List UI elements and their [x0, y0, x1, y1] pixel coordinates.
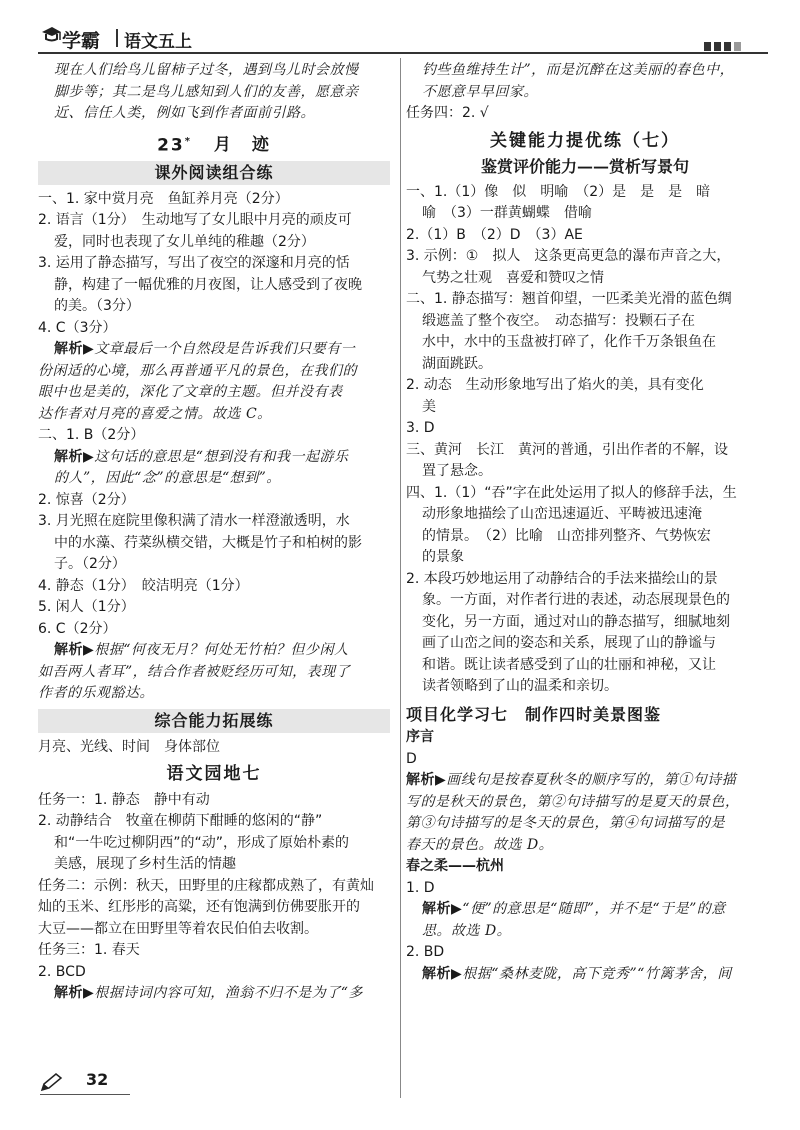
answer-line: 任务一：1. 静态 静中有动	[38, 791, 210, 808]
text-line: 现在人们给鸟儿留柿子过冬，遇到鸟儿时会放慢	[54, 62, 359, 78]
answer-line: 爱，同时也表现了女儿单纯的稚趣（2分）	[54, 233, 315, 250]
answer-line: 2. BD	[406, 944, 445, 960]
answer-line: 2. 本段巧妙地运用了动静结合的手法来描绘山的景	[406, 570, 718, 587]
analysis-tag: 解析▶	[54, 448, 95, 465]
answer-line: 2. BCD	[38, 963, 86, 980]
page-header	[0, 0, 800, 50]
analysis-line: 第③句诗描写的是冬天的景色，第④句词描写的是	[406, 815, 725, 831]
lesson-mark: *	[184, 135, 192, 147]
analysis-tag: 解析▶	[406, 772, 447, 788]
answer-line: 美感，展现了乡村生活的情趣	[54, 856, 236, 873]
answer-line: 置了悬念。	[422, 463, 492, 479]
analysis-text: 根据“桑林麦陇，高下竞秀”“竹篱茅舍，间	[462, 965, 732, 982]
analysis-line: 作者的乐观豁达。	[38, 685, 154, 702]
answer-line: 3. D	[406, 420, 435, 436]
analysis-line	[406, 899, 764, 921]
answer-line: 四、1.（1）“吞”字在此处运用了拟人的修辞手法，生	[406, 484, 737, 501]
lesson-number: 23	[157, 135, 185, 156]
answer-line: 任务二：示例：秋天，田野里的庄稼都成熟了，有黄灿	[38, 877, 374, 894]
answer-line: 读者领略到了山的温柔和亲切。	[422, 678, 618, 694]
answer-line: 画了山峦之间的姿态和关系，展现了山的静谧与	[422, 635, 716, 651]
answer-line: 任务四：2. √	[406, 105, 489, 121]
answer-line: 2. 动态 生动形象地写出了焰火的美，具有变化	[406, 377, 704, 393]
answer-line: 缎遮盖了整个夜空。 动态描写：投颗石子在	[422, 312, 695, 329]
answer-line: 大豆——都立在田野里等着农民伯伯去收割。	[38, 920, 318, 937]
text-line: 近、信任人类，例如飞到作者面前引路。	[54, 105, 315, 121]
analysis-tag: 解析▶	[54, 642, 95, 659]
answer-line: 和“一牛吃过柳阴西”的“动”，形成了原始朴素的	[54, 834, 350, 851]
section-subtitle: 鉴赏评价能力——赏析写景句	[480, 157, 689, 176]
answer-line: 2.（1）B （2）D （3）AE	[406, 226, 583, 243]
text-line: 钓些鱼维持生计”，而是沉醉在这美丽的春色中，	[422, 62, 735, 78]
analysis-line: 眼中也是美的，深化了文章的主题。但并没有表	[38, 384, 343, 401]
answer-line: 5. 闲人（1分）	[38, 599, 135, 616]
text-line: 脚步等；其二是鸟儿感知到人们的友善，愿意亲	[54, 83, 359, 100]
lesson-name: 月 迹	[213, 135, 271, 156]
answer-line: 4. C（3分）	[38, 319, 117, 336]
lesson-title	[38, 131, 390, 157]
analysis-tag: 解析▶	[54, 341, 95, 358]
answer-line: 2. 语言（1分） 生动地写了女儿眼中月亮的顽皮可	[38, 212, 352, 229]
analysis-line: 写的是秋天的景色，第②句诗描写的是夏天的景色，	[406, 793, 740, 810]
answer-line: 的美。（3分）	[54, 298, 140, 315]
answer-line: 静，构建了一幅优雅的月夜图，让人感受到了夜晚	[54, 276, 362, 293]
answer-line: D	[406, 750, 417, 767]
subsection-label: 春之柔——杭州	[406, 858, 504, 874]
analysis-line	[38, 339, 390, 361]
left-column	[38, 60, 390, 1005]
answer-line: 一、1.（1）像 似 明喻 （2）是 是 是 暗	[406, 183, 711, 200]
answer-line: 一、1. 家中赏月亮 鱼缸养月亮（2分）	[38, 190, 289, 207]
analysis-text: 根据诗词内容可知，渔翁不归不是为了“多	[94, 985, 363, 1002]
analysis-line	[406, 770, 764, 792]
analysis-text: 画线句是按春夏秋冬的顺序写的，第①句诗描	[446, 772, 737, 788]
answer-line: 二、1. 静态描写：翘首仰望，一匹柔美光滑的蓝色绸	[406, 291, 732, 307]
footer-rule	[40, 1094, 130, 1095]
section-title: 关键能力提优练（七）	[490, 130, 680, 151]
answer-line: 的情景。 （2）比喻 山峦排列整齐、气势恢宏	[422, 527, 711, 544]
analysis-text: 文章最后一个自然段是告诉我们只要有一	[94, 341, 356, 358]
analysis-text: 根据“何夜无月？何处无竹柏？但少闲人	[94, 642, 349, 659]
answer-line: 中的水藻、荇菜纵横交错，大概是竹子和柏树的影	[54, 534, 362, 551]
answer-line: 二、1. B（2分）	[38, 427, 145, 444]
answer-line: 2. 惊喜（2分）	[38, 491, 135, 508]
answer-line: 水中，水中的玉盘被打碎了，化作千万条银鱼在	[422, 334, 716, 350]
analysis-line: 春天的景色。故选 D。	[406, 836, 554, 853]
answer-line: 灿的玉米、红彤彤的高粱，还有饱满到仿佛要胀开的	[38, 899, 360, 916]
analysis-tag: 解析▶	[422, 901, 463, 917]
analysis-text: 这句话的意思是“想到没有和我一起游乐	[94, 448, 349, 465]
answer-line: 3. 月光照在庭院里像积满了清水一样澄澈透明，水	[38, 513, 350, 530]
answer-line: 1. D	[406, 879, 435, 896]
answer-line: 动形象地描绘了山峦迅速逼近、平畴被迅速淹	[422, 506, 702, 522]
analysis-line	[38, 983, 390, 1005]
pencil-icon	[40, 1072, 64, 1092]
header-separator	[116, 29, 118, 47]
answer-line: 气势之壮观 喜爱和赞叹之情	[422, 269, 604, 286]
column-divider	[400, 58, 401, 1098]
answer-line: 喻 （3）一群黄蝴蝶 借喻	[422, 205, 592, 221]
right-column	[406, 60, 764, 985]
answer-line: 和谐。既让读者感受到了山的壮丽和神秘，又让	[422, 656, 716, 673]
answer-line: 子。（2分）	[54, 556, 126, 573]
project-title: 项目化学习七 制作四时美景图鉴	[406, 704, 662, 724]
answer-line: 任务三：1. 春天	[38, 942, 140, 959]
analysis-line: 如吾两人者耳”，结合作者被贬经历可知，表现了	[38, 663, 351, 680]
answer-line: 3. 示例：① 拟人 这条更高更急的瀑布声音之大，	[406, 248, 731, 264]
subsection-label: 序言	[406, 729, 434, 745]
answer-line: 的景象	[422, 549, 464, 565]
garden-title: 语文园地七	[166, 764, 262, 785]
analysis-line	[38, 447, 390, 469]
answer-line: 变化，另一方面，通过对山的静态描写，细腻地刻	[422, 613, 730, 630]
analysis-text: “便”的意思是“随即”，并不是“于是”的意	[462, 901, 726, 917]
graduation-cap-icon	[40, 24, 62, 46]
analysis-tag: 解析▶	[54, 985, 95, 1002]
header-rule	[38, 52, 768, 54]
answer-line: 2. 动静结合 牧童在柳荫下酣睡的悠闲的“静”	[38, 813, 323, 830]
answer-line: 湖面跳跃。	[422, 355, 492, 372]
analysis-line: 份闲适的心境，那么再普通平凡的景色，在我们的	[38, 362, 357, 379]
answer-line: 美	[422, 398, 436, 415]
analysis-tag: 解析▶	[422, 965, 463, 982]
answer-line: 6. C（2分）	[38, 620, 117, 637]
page-number: 32	[86, 1070, 109, 1089]
section-band: 课外阅读组合练	[38, 161, 390, 185]
analysis-line	[406, 964, 764, 986]
text-line: 不愿意早早回家。	[422, 83, 538, 100]
section-band: 综合能力拓展练	[38, 709, 390, 733]
subject-label: 语文五上	[124, 32, 192, 52]
page-footer	[40, 1068, 160, 1098]
answer-line: 月亮、光线、时间 身体部位	[38, 738, 220, 755]
analysis-line: 达作者对月亮的喜爱之情。故选 C。	[38, 405, 272, 422]
analysis-line: 思。故选 D。	[422, 922, 512, 939]
answer-line: 三、黄河 长江 黄河的普通，引出作者的不解，设	[406, 441, 728, 458]
analysis-line	[38, 640, 390, 662]
answer-line: 象。一方面，对作者行进的表述，动态展现景色的	[422, 592, 730, 608]
brand-logo: 学霸	[62, 30, 101, 52]
analysis-line: 的人”，因此“念”的意思是“想到”。	[54, 470, 281, 487]
answer-line: 4. 静态（1分） 皎洁明亮（1分）	[38, 577, 249, 594]
answer-line: 3. 运用了静态描写，写出了夜空的深邃和月亮的恬	[38, 255, 350, 272]
